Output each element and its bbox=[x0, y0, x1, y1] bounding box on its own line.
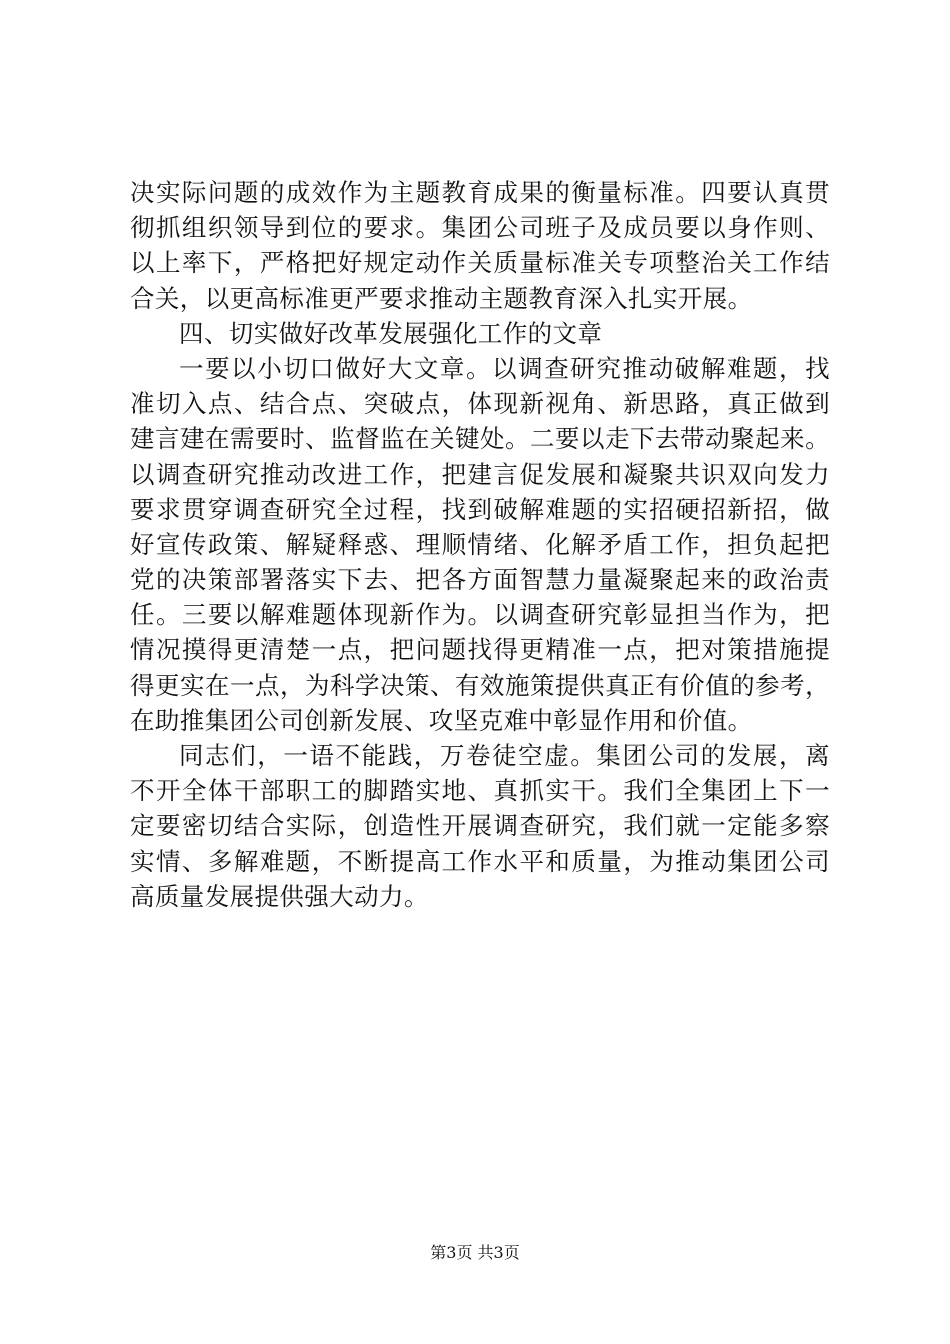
text-line: 党的决策部署落实下去、把各方面智慧力量凝聚起来的政治责 bbox=[130, 565, 830, 595]
text-line: 建言建在需要时、监督监在关键处。二要以走下去带动聚起来。 bbox=[130, 424, 830, 454]
text-line: 得更实在一点，为科学决策、有效施策提供真正有价值的参考， bbox=[130, 670, 830, 700]
text-line: 同志们，一语不能践，万卷徒空虚。集团公司的发展，离 bbox=[179, 741, 830, 770]
text-line: 准切入点、结合点、突破点，体现新视角、新思路，真正做到 bbox=[130, 389, 830, 419]
text-line: 合关，以更高标准更严要求推动主题教育深入扎实开展。 bbox=[130, 283, 753, 313]
page-footer: 第3页 共3页 bbox=[430, 1243, 520, 1262]
text-line: 任。三要以解难题体现新作为。以调查研究彰显担当作为，把 bbox=[130, 600, 830, 630]
text-line: 彻抓组织领导到位的要求。集团公司班子及成员要以身作则、 bbox=[130, 213, 830, 243]
text-line: 不开全体干部职工的脚踏实地、真抓实干。我们全集团上下一 bbox=[130, 776, 830, 806]
text-line: 四、切实做好改革发展强化工作的文章 bbox=[179, 318, 603, 348]
text-line: 要求贯穿调查研究全过程，找到破解难题的实招硬招新招，做 bbox=[130, 494, 830, 524]
text-line: 好宣传政策、解疑释惑、理顺情绪、化解矛盾工作，担负起把 bbox=[130, 529, 830, 559]
text-line: 高质量发展提供强大动力。 bbox=[130, 881, 429, 911]
text-line: 定要密切结合实际，创造性开展调查研究，我们就一定能多察 bbox=[130, 811, 830, 841]
document-body bbox=[130, 175, 830, 914]
text-line: 在助推集团公司创新发展、攻坚克难中彰显作用和价值。 bbox=[130, 705, 753, 735]
text-line: 以上率下，严格把好规定动作关质量标准关专项整治关工作结 bbox=[130, 248, 830, 278]
text-line: 以调查研究推动改进工作，把建言促发展和凝聚共识双向发力 bbox=[130, 459, 830, 489]
text-line: 实情、多解难题，不断提高工作水平和质量，为推动集团公司 bbox=[130, 846, 830, 876]
text-line: 决实际问题的成效作为主题教育成果的衡量标准。四要认真贯 bbox=[130, 178, 830, 207]
text-line: 情况摸得更清楚一点，把问题找得更精准一点，把对策措施提 bbox=[130, 635, 830, 665]
text-line: 一要以小切口做好大文章。以调查研究推动破解难题，找 bbox=[179, 353, 830, 383]
